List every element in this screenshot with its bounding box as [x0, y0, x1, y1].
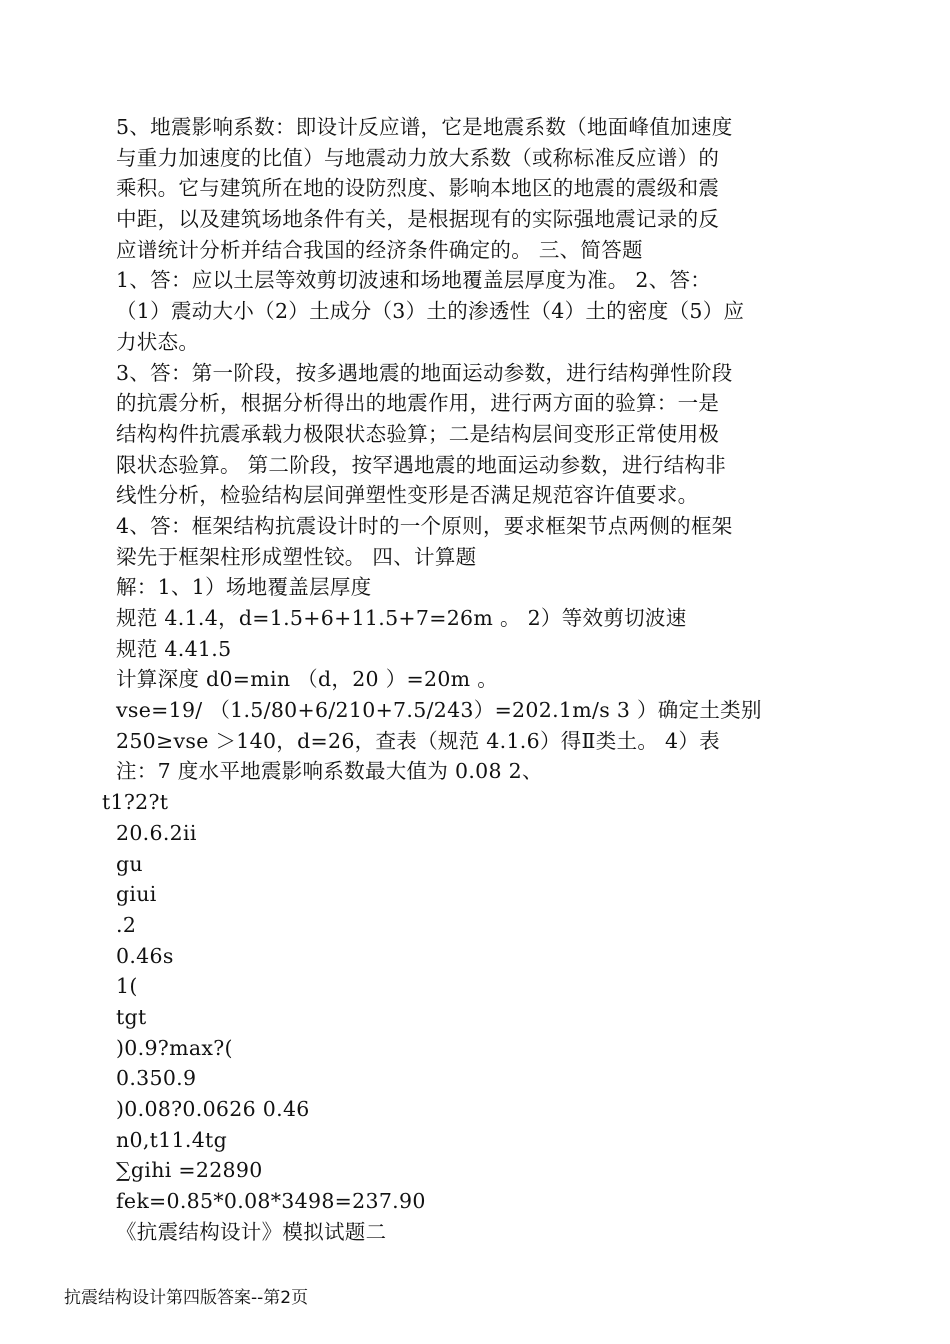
text-line: 规范 4.41.5	[116, 636, 232, 661]
text-line: giui	[116, 882, 157, 907]
text-line: 解：1、1）场地覆盖层厚度	[116, 575, 372, 600]
text-line: 《抗震结构设计》模拟试题二	[116, 1219, 387, 1244]
text-line: 20.6.2ii	[116, 820, 197, 845]
text-line: 0.46s	[116, 943, 174, 968]
text-line: 力状态。	[116, 329, 200, 354]
text-line: 1(	[116, 974, 138, 999]
text-line: )0.9?max?(	[116, 1035, 233, 1060]
text-line: 乘积。它与建筑所在地的设防烈度、影响本地区的地震的震级和震	[116, 176, 720, 201]
text-line: n0,t11.4tg	[116, 1127, 228, 1152]
text-line: 中距，以及建筑场地条件有关，是根据现有的实际强地震记录的反	[116, 207, 720, 232]
text-line: 的抗震分析，根据分析得出的地震作用，进行两方面的验算：一是	[116, 391, 720, 416]
text-line: 5、地震影响系数：即设计反应谱，它是地震系数（地面峰值加速度	[116, 115, 733, 139]
text-line: 250≥vse ＞140，d=26，查表（规范 4.1.6）得Ⅱ类土。 4）表	[116, 728, 720, 753]
text-line: 线性分析，检验结构层间弹塑性变形是否满足规范容许值要求。	[116, 483, 699, 508]
text-line: 应谱统计分析并结合我国的经济条件确定的。 三、简答题	[116, 237, 643, 262]
text-line: tgt	[116, 1004, 147, 1029]
text-line: )0.08?0.0626 0.46	[116, 1097, 310, 1121]
text-line: .2	[116, 912, 137, 937]
text-line: 计算深度 d0=min （d，20 ）=20m 。	[116, 667, 499, 692]
text-line: 限状态验算。 第二阶段，按罕遇地震的地面运动参数，进行结构非	[116, 452, 727, 477]
text-line: 梁先于框架柱形成塑性铰。 四、计算题	[116, 544, 477, 569]
text-line: gu	[116, 851, 143, 876]
text-line: （1）震动大小（2）土成分（3）土的渗透性（4）土的密度（5）应	[116, 299, 745, 324]
text-line: 1、答：应以土层等效剪切波速和场地覆盖层厚度为准。 2、答：	[116, 268, 712, 293]
page-footer: 抗震结构设计第四版答案--第2页	[64, 1288, 309, 1308]
text-line: 3、答：第一阶段，按多遇地震的地面运动参数，进行结构弹性阶段	[116, 360, 733, 385]
text-line: fek=0.85*0.08*3498=237.90	[116, 1189, 426, 1214]
text-line: vse=19/ （1.5/80+6/210+7.5/243）=202.1m/s 3 ）确定土类别	[116, 698, 762, 723]
text-line: 规范 4.1.4，d=1.5+6+11.5+7=26m 。 2）等效剪切波速	[116, 606, 687, 630]
text-line: 注：7 度水平地震影响系数最大值为 0.08 2、	[116, 759, 543, 784]
text-line: 0.350.9	[116, 1066, 197, 1091]
text-line: 结构构件抗震承载力极限状态验算；二是结构层间变形正常使用极	[116, 421, 720, 446]
text-line: ∑gihi =22890	[116, 1158, 263, 1183]
text-line: t1?2?t	[102, 790, 169, 815]
text-line: 与重力加速度的比值）与地震动力放大系数（或称标准反应谱）的	[116, 145, 720, 170]
text-line: 4、答：框架结构抗震设计时的一个原则，要求框架节点两侧的框架	[116, 513, 733, 538]
document-body	[102, 112, 836, 1247]
